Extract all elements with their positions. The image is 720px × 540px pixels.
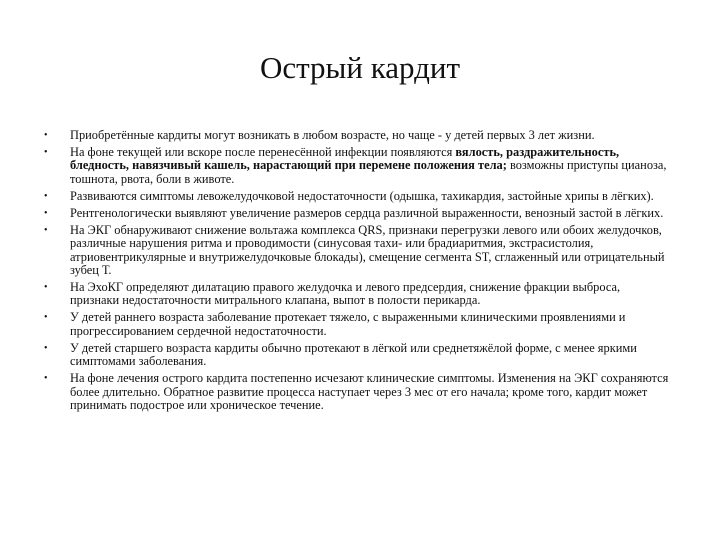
item-text: На фоне лечения острого кардита постепенно исчезают клинические симптомы. Изменения на ЭКГ сохраняются более длительно. Обратное развитие процесса наступает через 3 мес от его начала; кроме того, кардит может принимать подострое или хроническое течение. [70,371,669,413]
bullet-icon: • [44,312,48,324]
list-item [44,146,670,186]
list-item [44,311,670,338]
bullet-icon: • [44,190,48,202]
item-text-after: возможны приступы цианоза, тошнота, рвота, боли в животе. [70,158,667,186]
bullet-icon: • [44,373,48,385]
list-item [44,224,670,278]
item-text: На ЭхоКГ определяют дилатацию правого желудочка и левого предсердия, снижение фракции выброса, признаки недостаточности митрального клапана, выпот в полости перикарда. [70,280,621,308]
bullet-icon: • [44,130,48,141]
item-text: На ЭКГ обнаруживают снижение вольтажа комплекса QRS, признаки перегрузки левого или обоих желудочков, различные нарушения ритма и проводимости (синусовая тахи- или брадиаритмия, экстрасистолия, атриовентрикулярные и внутрижелудочковые блокады), смещение сегмента ST, сглаженный или отрицательный зубец Т. [70,222,665,278]
bullet-icon: • [44,224,48,236]
list-item [44,207,670,220]
item-text: Приобретённые кардиты могут возникать в любом возрасте, но чаще - у детей первых 3 лет жизни. [70,128,595,142]
item-bold-text: вялость, раздражительность, бледность, навязчивый кашель, нарастающий при перемене положения тела; [70,145,620,173]
bullet-icon: • [44,207,48,219]
slide-title: Острый кардит [259,50,461,85]
list-item [44,281,670,308]
list-item [44,342,670,369]
item-text: На фоне текущей или вскоре после перенесённой инфекции появляются [70,145,456,159]
item-text: У детей старшего возраста кардиты обычно протекают в лёгкой или среднетяжёлой форме, с менее яркими симптомами заболевания. [70,340,637,369]
list-item [44,190,670,203]
bullet-icon: • [44,282,48,294]
bullet-icon: • [44,342,48,354]
bullet-icon: • [44,147,48,158]
bullet-list [44,129,670,416]
item-text: Рентгенологически выявляют увеличение размеров сердца различной выраженности, венозный застой в лёгких. [70,205,664,220]
item-text: У детей раннего возраста заболевание протекает тяжело, с выраженными клиническими проявлениями и прогрессированием сердечной недостаточности. [70,310,626,338]
list-item [44,129,670,142]
list-item [44,372,670,412]
item-text: Развиваются симптомы левожелудочковой недостаточности (одышка, тахикардия, застойные хрипы в лёгких). [70,188,654,203]
